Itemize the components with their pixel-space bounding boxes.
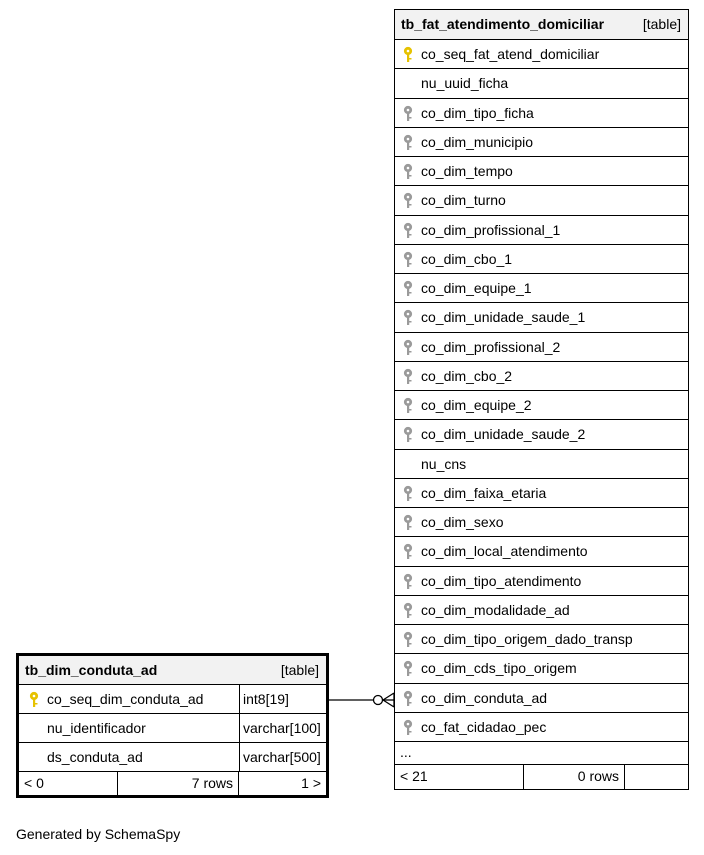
foreign-key-icon [403, 690, 415, 707]
column-name: co_dim_equipe_2 [421, 397, 532, 413]
column-type-cell [240, 685, 326, 713]
foreign-key-icon [403, 222, 415, 239]
column-name-cell [19, 714, 240, 742]
column-row[interactable] [395, 303, 688, 332]
column-row[interactable] [395, 391, 688, 420]
more-indicator: ... [400, 744, 412, 760]
column-type: varchar[100] [243, 720, 321, 736]
foreign-key-icon [403, 134, 415, 151]
column-row[interactable] [395, 128, 688, 157]
column-name: ds_conduta_ad [47, 749, 143, 765]
column-name: co_dim_municipio [421, 133, 534, 150]
crows-foot-icon [383, 693, 394, 707]
column-row[interactable] [395, 625, 688, 654]
footer-parents [395, 765, 524, 789]
column-name: co_dim_profissional_1 [421, 221, 561, 238]
column-row[interactable] [395, 713, 688, 742]
column-name: co_dim_faixa_etaria [421, 484, 547, 501]
footer-rows [118, 772, 239, 795]
parents-count[interactable]: < 21 [400, 768, 428, 784]
column-row[interactable] [19, 743, 326, 772]
foreign-key-icon [403, 397, 415, 414]
table-kind: [table] [280, 662, 319, 678]
column-name: co_dim_local_atendimento [421, 543, 588, 560]
column-name: nu_identificador [47, 720, 146, 736]
foreign-key-icon [403, 719, 415, 736]
foreign-key-icon [403, 163, 415, 180]
foreign-key-icon [403, 368, 415, 385]
foreign-key-icon [403, 280, 415, 297]
table-kind: [table] [642, 16, 681, 32]
column-row[interactable] [395, 567, 688, 596]
column-row[interactable] [395, 684, 688, 713]
column-row[interactable] [395, 508, 688, 537]
primary-key-icon [29, 691, 41, 708]
parents-count[interactable]: < 0 [24, 775, 44, 791]
column-row[interactable] [395, 40, 688, 69]
footer-parents [19, 772, 118, 795]
column-name: co_dim_cbo_2 [421, 367, 513, 384]
footer-children [239, 772, 326, 795]
table-name[interactable]: tb_dim_conduta_ad [25, 662, 158, 678]
column-type-cell [240, 714, 326, 742]
generated-by-label: Generated by SchemaSpy [16, 826, 181, 842]
column-name: co_dim_tempo [421, 163, 513, 179]
column-row[interactable] [395, 596, 688, 625]
table-footer [19, 772, 326, 795]
column-row[interactable] [395, 157, 688, 186]
foreign-key-icon [403, 602, 415, 619]
column-name: co_dim_cbo_1 [421, 250, 513, 267]
column-type-cell [240, 743, 326, 771]
foreign-key-icon [403, 573, 415, 590]
column-row[interactable] [395, 537, 688, 566]
column-name: co_dim_sexo [421, 514, 504, 530]
column-name: co_dim_conduta_ad [421, 689, 548, 706]
column-name: co_fat_cidadao_pec [421, 718, 547, 735]
column-name-cell [19, 685, 240, 713]
foreign-key-icon [403, 309, 415, 326]
column-row[interactable] [19, 714, 326, 743]
foreign-key-icon [403, 426, 415, 443]
column-name: co_dim_tipo_origem_dado_transp [421, 631, 633, 647]
column-name: co_dim_profissional_2 [421, 338, 561, 355]
footer-rows [524, 765, 625, 789]
footer-children [625, 765, 688, 789]
column-row[interactable] [395, 362, 688, 391]
column-name: co_dim_cds_tipo_origem [421, 660, 577, 677]
column-list [395, 40, 688, 742]
table-footer [395, 765, 688, 789]
foreign-key-icon [403, 660, 415, 677]
column-row[interactable] [395, 186, 688, 215]
foreign-key-icon [403, 105, 415, 122]
foreign-key-icon [403, 485, 415, 502]
column-name: co_dim_tipo_atendimento [421, 572, 582, 589]
primary-key-icon [403, 46, 415, 63]
column-row[interactable] [19, 685, 326, 714]
column-row[interactable] [395, 450, 688, 479]
column-list [19, 685, 326, 772]
table-header [19, 656, 326, 685]
foreign-key-icon [403, 251, 415, 268]
column-row[interactable] [395, 274, 688, 303]
more-columns [395, 742, 688, 765]
column-type: int8[19] [243, 691, 289, 707]
column-name: co_dim_tipo_ficha [421, 104, 534, 121]
fat-atendimento-table [394, 9, 689, 790]
column-name: co_dim_unidade_saude_2 [421, 426, 586, 443]
column-row[interactable] [395, 245, 688, 274]
row-count: 7 rows [191, 775, 233, 791]
column-name: co_seq_dim_conduta_ad [47, 691, 204, 707]
column-name: co_dim_equipe_1 [421, 280, 532, 296]
foreign-key-icon [403, 339, 415, 356]
column-name: nu_uuid_ficha [421, 75, 509, 92]
foreign-key-icon [403, 514, 415, 531]
column-name: co_dim_modalidade_ad [421, 601, 570, 618]
table-name[interactable]: tb_fat_atendimento_domiciliar [401, 16, 605, 32]
foreign-key-icon [403, 543, 415, 560]
column-name-cell [19, 743, 240, 771]
table-header [395, 10, 688, 40]
column-name: co_seq_fat_atend_domiciliar [421, 46, 600, 62]
column-row[interactable] [395, 69, 688, 98]
column-row[interactable] [395, 216, 688, 245]
column-row[interactable] [395, 654, 688, 683]
column-row[interactable] [395, 99, 688, 128]
column-row[interactable] [395, 333, 688, 362]
column-name: nu_cns [421, 455, 467, 472]
column-row[interactable] [395, 420, 688, 449]
column-type: varchar[500] [243, 749, 321, 765]
column-row[interactable] [395, 479, 688, 508]
children-count[interactable]: 1 > [301, 775, 321, 791]
foreign-key-icon [403, 192, 415, 209]
zero-many-circle [374, 696, 383, 705]
dim-conduta-table [16, 653, 329, 798]
foreign-key-icon [403, 631, 415, 648]
column-name: co_dim_turno [421, 192, 506, 209]
column-name: co_dim_unidade_saude_1 [421, 309, 586, 326]
row-count: 0 rows [577, 768, 619, 784]
